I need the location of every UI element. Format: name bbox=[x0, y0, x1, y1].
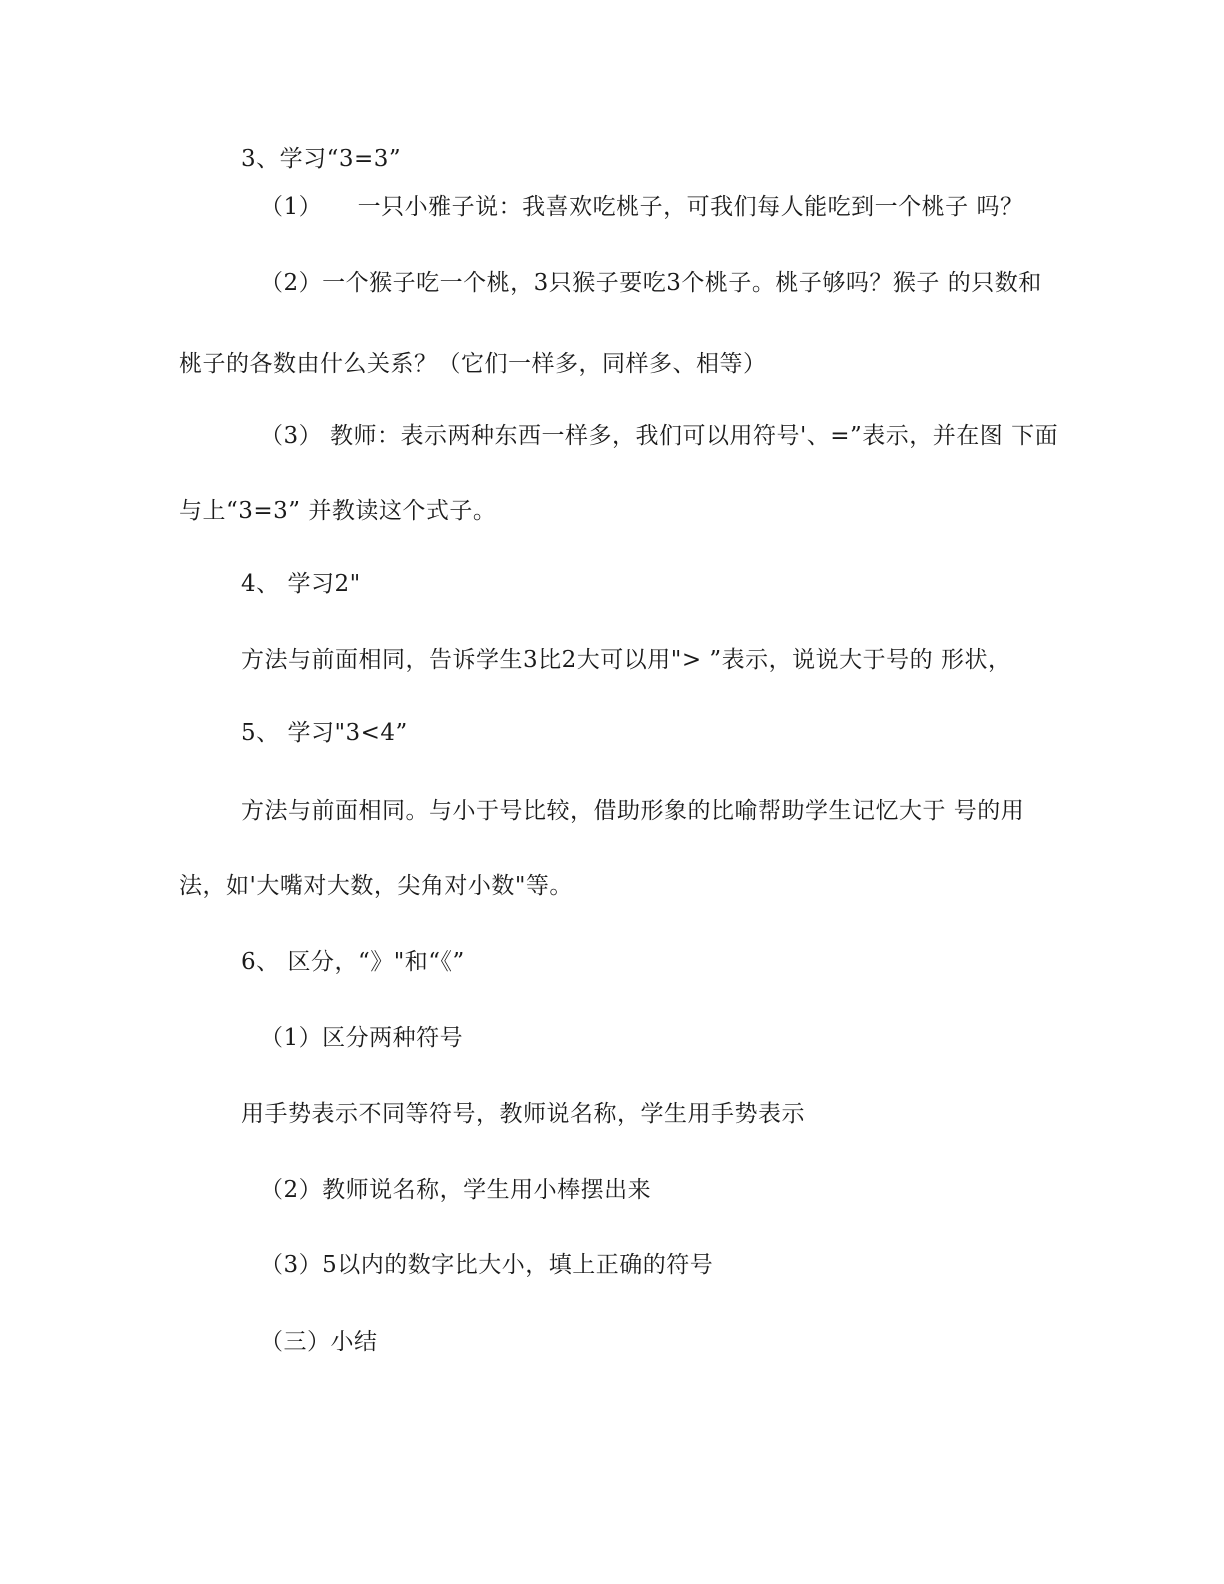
paragraph-method-greater: 方法与前面相同，告诉学生3比2大可以用"> ”表示，说说大于号的 形状， bbox=[241, 647, 1012, 673]
section-heading-3: 3、学习“3=3” bbox=[241, 146, 402, 172]
subitem-2: （2）教师说名称，学生用小棒摆出来 bbox=[260, 1177, 652, 1203]
paragraph-item-2-cont: 桃子的各数由什么关系？（它们一样多，同样多、相等） bbox=[179, 351, 767, 377]
paragraph-method-less: 方法与前面相同。与小于号比较，借助形象的比喻帮助学生记忆大于 号的用 bbox=[241, 798, 1025, 824]
paragraph-item-1: （1） 一只小雅子说：我喜欢吃桃子，可我们每人能吃到一个桃子 吗？ bbox=[260, 194, 1024, 220]
paragraph-item-3-cont: 与上“3=3” 并教读这个式子。 bbox=[179, 498, 497, 524]
paragraph-gesture: 用手势表示不同等符号，教师说名称，学生用手势表示 bbox=[241, 1101, 805, 1127]
subitem-3: （3）5以内的数字比大小，填上正确的符号 bbox=[260, 1252, 714, 1278]
section-heading-6: 6、 区分，“》"和“《” bbox=[241, 949, 465, 975]
paragraph-item-2: （2）一个猴子吃一个桃，3只猴子要吃3个桃子。桃子够吗？猴子 的只数和 bbox=[260, 270, 1042, 296]
paragraph-item-3: （3） 教师：表示两种东西一样多，我们可以用符号'、=”表示，并在图 下面 bbox=[260, 423, 1059, 449]
section-heading-5: 5、 学习"3<4” bbox=[241, 720, 408, 746]
subitem-1: （1）区分两种符号 bbox=[260, 1025, 464, 1051]
paragraph-method-less-cont: 法，如'大嘴对大数，尖角对小数"等。 bbox=[179, 873, 573, 899]
section-heading-4: 4、 学习2" bbox=[241, 571, 361, 597]
summary-heading: （三）小结 bbox=[260, 1329, 378, 1355]
